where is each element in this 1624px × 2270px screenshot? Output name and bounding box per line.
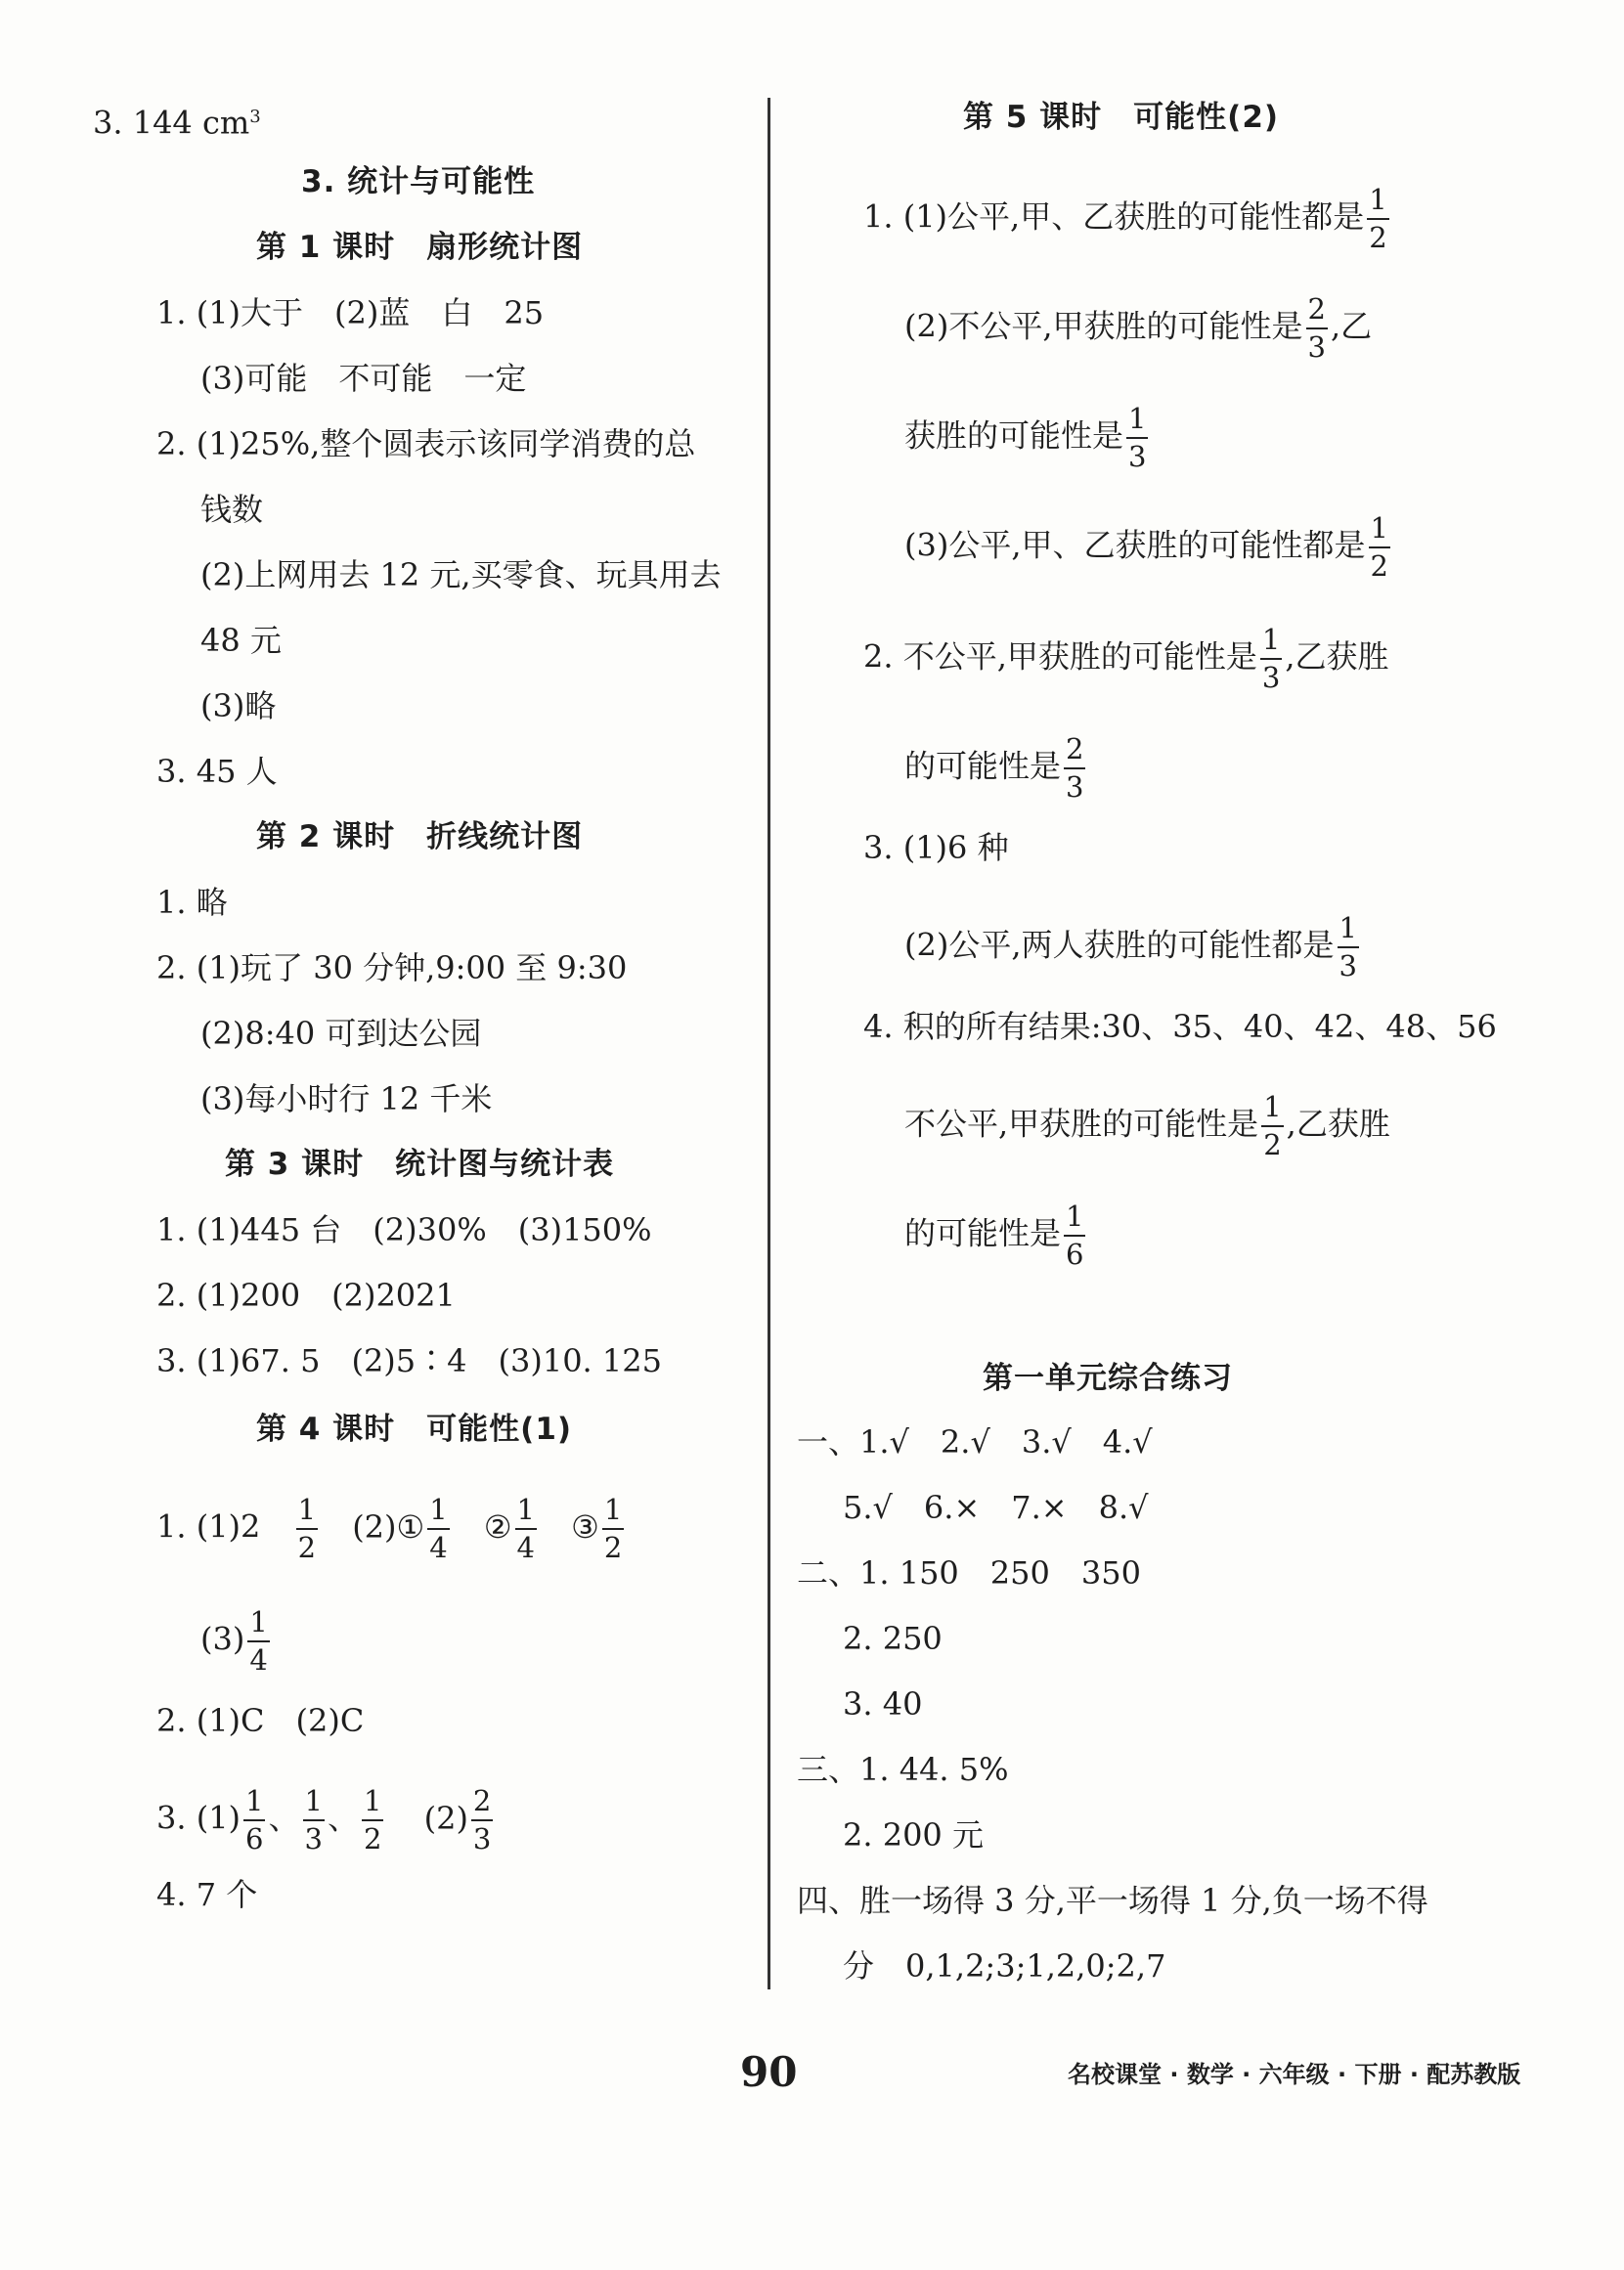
unit-review-title: 第一单元综合练习 [983, 1361, 1233, 1396]
lesson-5-q1c: 获胜的可能性是 $\frac{1}{3}$ [904, 402, 1147, 473]
fraction: $\frac{1}{3}$ [304, 1784, 323, 1855]
fraction: $\frac{1}{2}$ [297, 1493, 317, 1564]
lesson-4-q4: 4. 7 个 [156, 1876, 258, 1913]
fraction: $\frac{1}{2}$ [603, 1493, 623, 1564]
fraction: $\frac{1}{6}$ [245, 1784, 264, 1855]
lesson-2-title: 第 2 课时 折线统计图 [256, 819, 584, 854]
unit-s2a: 二、1. 150 250 350 [797, 1554, 1141, 1592]
lesson-2-q2c: (3)每小时行 12 千米 [200, 1080, 493, 1117]
lesson-2-q2b: (2)8:40 可到达公园 [200, 1015, 482, 1052]
lesson-5-title: 第 5 课时 可能性(2) [963, 100, 1280, 135]
unit-s4b: 分 0,1,2;3;1,2,0;2,7 [843, 1947, 1166, 1985]
lesson-4-q1b: (3) $\frac{1}{4}$ [200, 1605, 268, 1677]
lesson-1-q1b: (3)可能 不可能 一定 [200, 360, 527, 397]
unit-s3b: 2. 200 元 [843, 1816, 984, 1854]
fraction: $\frac{1}{6}$ [1066, 1200, 1084, 1271]
unit-s1b: 5.√ 6.× 7.× 8.√ [843, 1489, 1149, 1526]
fraction: $\frac{1}{4}$ [429, 1493, 448, 1564]
lesson-3-q3: 3. (1)67. 5 (2)5∶4 (3)10. 125 [156, 1342, 662, 1379]
section-title: 3. 统计与可能性 [301, 164, 536, 199]
fraction: $\frac{2}{3}$ [1307, 292, 1326, 364]
unit-s3a: 三、1. 44. 5% [797, 1751, 1009, 1788]
unit-s2c: 3. 40 [843, 1685, 923, 1723]
lesson-4-q3: 3. (1) $\frac{1}{6}$ 、 $\frac{1}{3}$ 、 $\frac{1}{2}$ (2) $\frac{2}{3}$ [156, 1784, 492, 1855]
fraction: $\frac{1}{3}$ [1339, 911, 1357, 982]
lesson-5-q4c: 的可能性是 $\frac{1}{6}$ [904, 1200, 1084, 1271]
lesson-1-q1a: 1. (1)大于 (2)蓝 白 25 [156, 294, 545, 331]
lesson-2-q1: 1. 略 [156, 884, 228, 921]
lesson-5-q4b: 不公平,甲获胜的可能性是 $\frac{1}{2}$ ,乙获胜 [904, 1090, 1390, 1161]
lesson-1-q2c: (2)上网用去 12 元,买零食、玩具用去 [200, 556, 722, 593]
fraction: $\frac{2}{3}$ [472, 1784, 492, 1855]
fraction: $\frac{1}{3}$ [1128, 402, 1147, 473]
lesson-1-q2d: 48 元 [200, 622, 282, 659]
lesson-3-q2: 2. (1)200 (2)2021 [156, 1277, 456, 1314]
lesson-3-q1: 1. (1)445 台 (2)30% (3)150% [156, 1211, 652, 1248]
lesson-5-q4a: 4. 积的所有结果:30、35、40、42、48、56 [863, 1008, 1497, 1045]
lesson-5-q1a: 1. (1)公平,甲、乙获胜的可能性都是 $\frac{1}{2}$ [863, 183, 1387, 254]
column-divider [768, 98, 770, 1989]
unit-s4a: 四、胜一场得 3 分,平一场得 1 分,负一场不得 [797, 1882, 1428, 1919]
fraction: $\frac{1}{3}$ [1261, 623, 1281, 694]
fraction: $\frac{1}{2}$ [1369, 183, 1387, 254]
lesson-1-q2e: (3)略 [200, 687, 277, 724]
lesson-5-q2a: 2. 不公平,甲获胜的可能性是 $\frac{1}{3}$ ,乙获胜 [863, 623, 1389, 694]
lesson-1-q2b: 钱数 [200, 491, 264, 528]
fraction: $\frac{1}{2}$ [1370, 511, 1388, 583]
lesson-4-q2: 2. (1)C (2)C [156, 1702, 365, 1739]
lesson-5-q1b: (2)不公平,甲获胜的可能性是 $\frac{2}{3}$ ,乙 [904, 292, 1373, 364]
book-title: 名校课堂 · 数学 · 六年级 · 下册 · 配苏教版 [1068, 2061, 1521, 2088]
top-answer: 3. 144 $cm^3$ [93, 104, 261, 142]
fraction: $\frac{1}{2}$ [363, 1784, 382, 1855]
lesson-5-q1d: (3)公平,甲、乙获胜的可能性都是 $\frac{1}{2}$ [904, 511, 1388, 583]
fraction: $\frac{1}{2}$ [1263, 1090, 1282, 1161]
lesson-5-q2b: 的可能性是 $\frac{2}{3}$ [904, 732, 1084, 804]
lesson-1-title: 第 1 课时 扇形统计图 [256, 230, 584, 265]
lesson-1-q2a: 2. (1)25%,整个圆表示该同学消费的总 [156, 425, 696, 462]
lesson-5-q3a: 3. (1)6 种 [863, 829, 1009, 866]
lesson-1-q3: 3. 45 人 [156, 753, 278, 790]
lesson-3-title: 第 3 课时 统计图与统计表 [225, 1147, 615, 1182]
page-number: 90 [740, 2048, 798, 2096]
lesson-2-q2a: 2. (1)玩了 30 分钟,9:00 至 9:30 [156, 949, 628, 986]
lesson-4-title: 第 4 课时 可能性(1) [256, 1412, 573, 1447]
unit-s2b: 2. 250 [843, 1620, 943, 1657]
fraction: $\frac{1}{4}$ [516, 1493, 535, 1564]
unit-s1a: 一、1.√ 2.√ 3.√ 4.√ [797, 1423, 1153, 1461]
lesson-5-q3b: (2)公平,两人获胜的可能性都是 $\frac{1}{3}$ [904, 911, 1357, 982]
fraction: $\frac{2}{3}$ [1066, 732, 1084, 804]
lesson-4-q1: 1. (1)2 $\frac{1}{2}$ (2)① $\frac{1}{4}$ ② $\frac{1}{4}$ ③ $\frac{1}{2}$ [156, 1493, 623, 1564]
fraction: $\frac{1}{4}$ [249, 1605, 268, 1677]
